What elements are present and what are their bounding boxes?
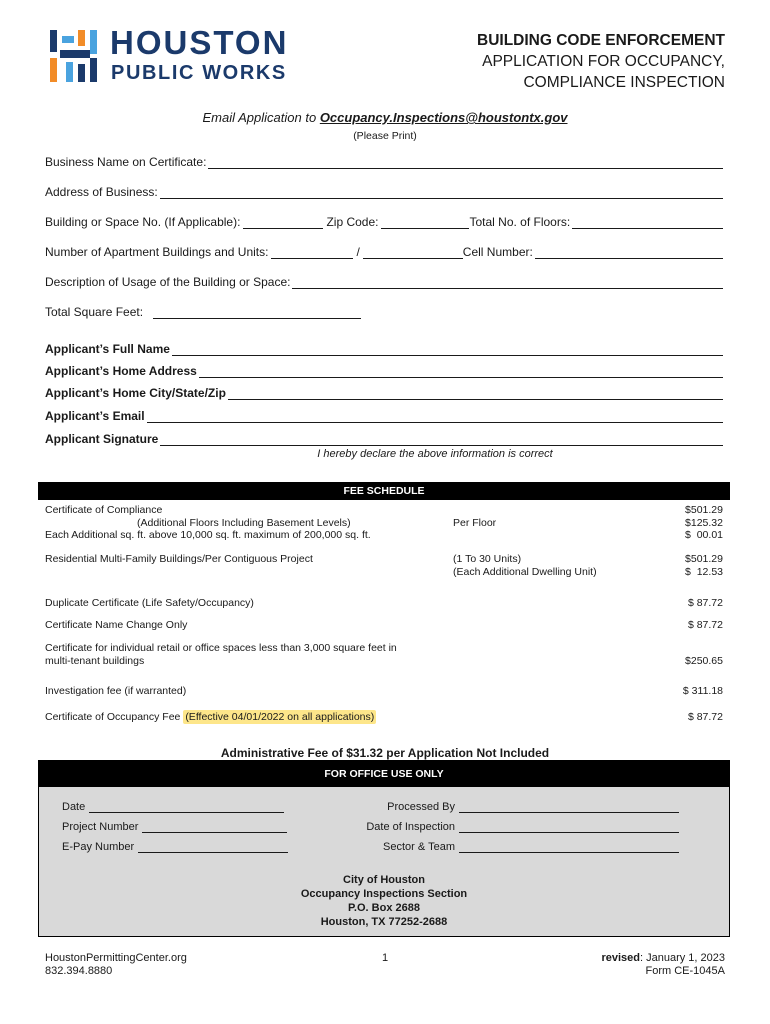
office-date-label: Date <box>62 801 86 813</box>
address-line-4: Houston, TX 77252-2688 <box>320 916 448 928</box>
fee-amount <box>685 642 723 667</box>
fee-amount: $ 87.72 <box>687 711 723 723</box>
business-name-field[interactable] <box>45 155 723 169</box>
fee-text: Per Floor <box>453 516 497 529</box>
title-line2: APPLICATION FOR OCCUPANCY, <box>482 53 725 70</box>
fee-text: (Each Additional Dwelling Unit) <box>453 565 597 578</box>
applicant-name-label: Applicant’s Full Name <box>45 342 170 356</box>
admin-fee-note: Administrative Fee of $31.32 per Application Not Included <box>220 746 550 760</box>
fee-amount: $ 311.18 <box>682 685 723 697</box>
fee-row <box>45 597 723 611</box>
document-title <box>477 30 725 93</box>
applicant-address-line[interactable] <box>199 365 723 378</box>
fee-amount <box>685 553 723 578</box>
footer-revision <box>601 952 725 978</box>
fee-text: (Additional Floors Including Basement Levels) <box>137 516 351 529</box>
footer-phone: 832.394.8880 <box>45 965 113 977</box>
applicant-address-field[interactable] <box>45 364 723 378</box>
fee-text: Certificate for individual retail or office spaces less than 3,000 square feet in <box>45 642 397 654</box>
address-line-1: City of Houston <box>343 874 425 886</box>
floors-line[interactable] <box>572 216 723 229</box>
cell-label: Cell Number: <box>462 245 533 259</box>
office-use-section <box>38 760 730 937</box>
fee-unit <box>453 504 496 529</box>
houston-logo-icon <box>50 28 102 84</box>
effective-date-highlight: (Effective 04/01/2022 on all applications) <box>185 711 375 723</box>
fee-row <box>45 619 723 633</box>
fee-description: Residential Multi-Family Buildings/Per Contiguous Project <box>45 553 313 565</box>
project-number-line[interactable] <box>142 821 287 833</box>
apartment-buildings-line[interactable] <box>271 246 353 259</box>
fee-row <box>45 711 723 725</box>
fee-amount: $ 87.72 <box>687 597 723 609</box>
epay-number-field[interactable] <box>62 841 288 853</box>
revised-date: : January 1, 2023 <box>639 952 725 964</box>
applicant-city-label: Applicant’s Home City/State/Zip <box>45 386 226 400</box>
fee-description <box>45 711 376 724</box>
processed-by-line[interactable] <box>459 801 679 813</box>
zip-label: Zip Code: <box>326 215 379 229</box>
units-line[interactable] <box>363 246 463 259</box>
applicant-name-field[interactable] <box>45 342 723 356</box>
usage-field[interactable] <box>45 275 723 289</box>
building-no-label: Building or Space No. (If Applicable): <box>45 215 241 229</box>
project-number-field[interactable] <box>62 821 287 833</box>
email-instruction <box>0 110 770 125</box>
zip-line[interactable] <box>381 216 469 229</box>
office-date-line[interactable] <box>89 801 284 813</box>
fee-row <box>45 504 723 544</box>
address-line-3: P.O. Box 2688 <box>348 902 420 914</box>
cell-line[interactable] <box>535 246 723 259</box>
declaration-text: I hereby declare the above information is correct <box>317 448 553 460</box>
fee-text: multi-tenant buildings <box>45 654 145 667</box>
applicant-email-label: Applicant’s Email <box>45 409 145 423</box>
building-no-line[interactable] <box>243 216 323 229</box>
usage-line[interactable] <box>292 276 723 289</box>
applicant-city-line[interactable] <box>228 387 723 400</box>
fee-text: $501.29 <box>685 553 723 565</box>
apartments-label: Number of Apartment Buildings and Units: <box>45 245 269 259</box>
fee-text: Each Additional sq. ft. above 10,000 sq. ft. maximum of 200,000 sq. ft. <box>45 529 371 541</box>
page-number: 1 <box>381 952 389 964</box>
building-row <box>45 215 723 229</box>
title-line1: BUILDING CODE ENFORCEMENT <box>477 32 725 49</box>
project-number-label: Project Number <box>62 821 139 833</box>
inspection-date-field[interactable] <box>366 821 679 833</box>
applicant-name-line[interactable] <box>172 343 723 356</box>
please-print: (Please Print) <box>353 130 417 142</box>
email-link[interactable]: Occupancy.Inspections@houstontx.gov <box>319 110 568 125</box>
fee-amount: $ 87.72 <box>687 619 723 631</box>
office-use-heading: FOR OFFICE USE ONLY <box>39 761 729 787</box>
sector-team-line[interactable] <box>459 841 679 853</box>
inspection-date-label: Date of Inspection <box>366 821 455 833</box>
footer-website[interactable]: HoustonPermittingCenter.org <box>45 952 187 964</box>
fee-text: (1 To 30 Units) <box>453 553 522 565</box>
sqft-label: Total Square Feet: <box>45 305 144 319</box>
fee-row <box>45 642 723 670</box>
logo-public-works: PUBLIC WORKS <box>111 62 287 84</box>
fee-text: $ 00.01 <box>685 529 723 541</box>
sqft-field[interactable] <box>45 305 361 319</box>
applicant-city-field[interactable] <box>45 386 723 400</box>
apartments-row <box>45 245 723 259</box>
revised-label: revised <box>601 952 640 964</box>
address-field[interactable] <box>45 185 723 199</box>
applicant-signature-line[interactable] <box>160 433 723 446</box>
epay-number-label: E-Pay Number <box>62 841 135 853</box>
sector-team-label: Sector & Team <box>383 841 455 853</box>
business-name-line[interactable] <box>208 156 723 169</box>
fee-unit <box>453 553 597 578</box>
address-line-2: Occupancy Inspections Section <box>300 888 468 900</box>
fee-text: $250.65 <box>685 654 723 667</box>
applicant-email-line[interactable] <box>147 410 723 423</box>
fee-description: Investigation fee (if warranted) <box>45 685 187 697</box>
title-line3: COMPLIANCE INSPECTION <box>523 74 725 91</box>
office-date-field[interactable] <box>62 801 284 813</box>
fee-text: $ 12.53 <box>685 565 723 578</box>
floors-label: Total No. of Floors: <box>469 215 571 229</box>
applicant-address-label: Applicant’s Home Address <box>45 364 197 378</box>
sqft-line[interactable] <box>153 306 361 319</box>
fee-text: $501.29 <box>685 504 723 516</box>
inspection-date-line[interactable] <box>459 821 679 833</box>
fee-text: $125.32 <box>685 516 723 529</box>
business-name-label: Business Name on Certificate: <box>45 155 207 169</box>
applicant-signature-field[interactable] <box>45 432 723 446</box>
processed-by-label: Processed By <box>387 801 455 813</box>
processed-by-field[interactable] <box>387 801 679 813</box>
slash: / <box>356 245 360 259</box>
fee-row <box>45 553 723 581</box>
sector-team-field[interactable] <box>383 841 679 853</box>
fee-text: Certificate of Occupancy Fee <box>45 711 184 723</box>
address-label: Address of Business: <box>45 185 158 199</box>
fee-description <box>45 504 371 542</box>
fee-schedule-heading: FEE SCHEDULE <box>38 482 730 500</box>
fee-description: Certificate Name Change Only <box>45 619 188 631</box>
usage-label: Description of Usage of the Building or Space: <box>45 275 291 289</box>
address-line[interactable] <box>160 186 723 199</box>
email-prefix: Email Application to <box>202 110 320 125</box>
fee-amount <box>685 504 723 542</box>
fee-description <box>45 642 397 667</box>
form-number: Form CE-1045A <box>645 965 725 977</box>
applicant-email-field[interactable] <box>45 409 723 423</box>
fee-row <box>45 685 723 699</box>
epay-number-line[interactable] <box>138 841 288 853</box>
logo-houston: HOUSTON <box>110 24 289 61</box>
fee-text: Certificate of Compliance <box>45 504 163 516</box>
mailing-address <box>39 873 729 929</box>
fee-description: Duplicate Certificate (Life Safety/Occupancy) <box>45 597 254 609</box>
applicant-signature-label: Applicant Signature <box>45 432 159 446</box>
